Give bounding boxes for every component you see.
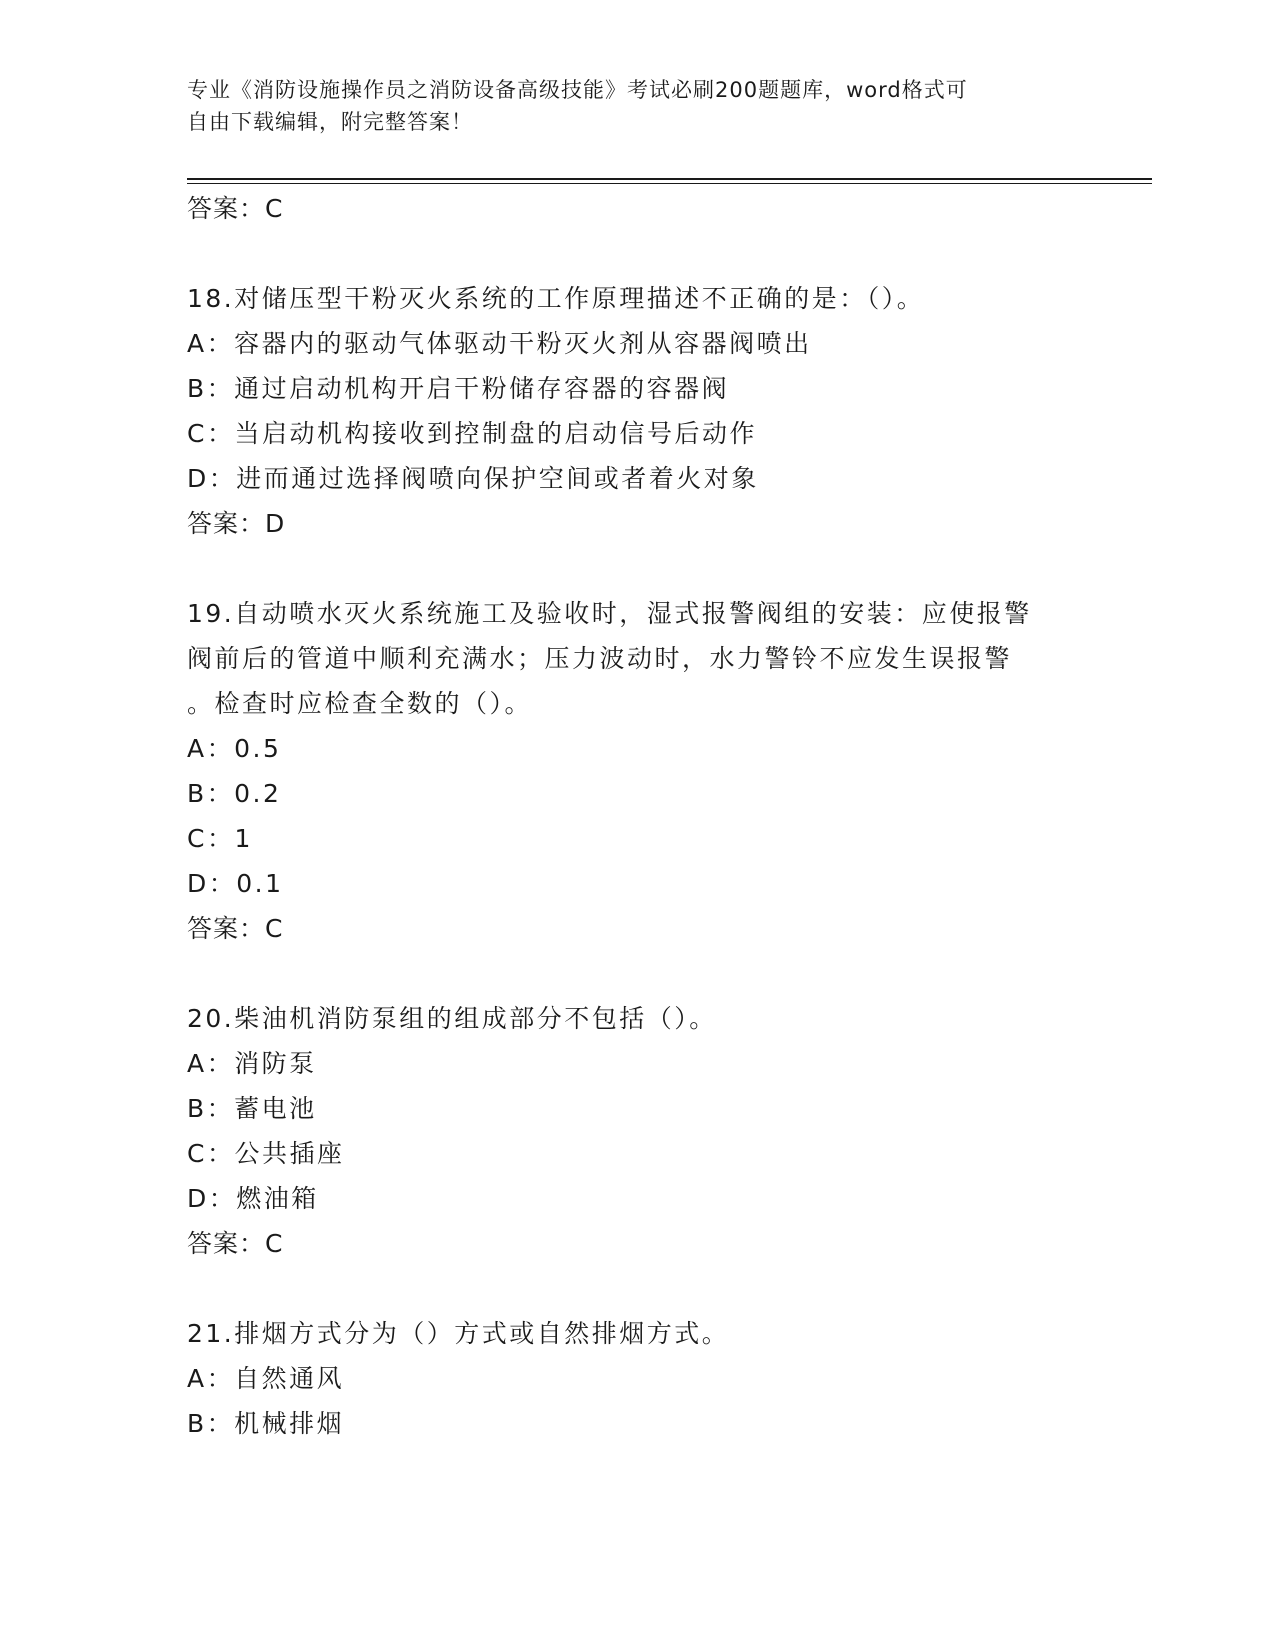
question-block: [187, 276, 1087, 546]
question-list: [187, 186, 1087, 1446]
question-text: [187, 591, 1087, 726]
option-d: D：进而通过选择阀喷向保护空间或者着火对象: [187, 464, 759, 493]
question-line: 19.自动喷水灭火系统施工及验收时，湿式报警阀组的安装：应使报警: [187, 599, 1032, 628]
spacer: [187, 1266, 1087, 1311]
question-text: [187, 1311, 1087, 1356]
answer-line: 答案：C: [187, 1229, 284, 1258]
option-c: C：1: [187, 824, 253, 853]
option-a: A：容器内的驱动气体驱动干粉灭火剂从容器阀喷出: [187, 329, 812, 358]
question-line: 21.排烟方式分为（）方式或自然排烟方式。: [187, 1319, 730, 1348]
option-c: C：当启动机构接收到控制盘的启动信号后动作: [187, 419, 757, 448]
question-text: [187, 996, 1087, 1041]
question-line: 。检查时应检查全数的（）。: [187, 689, 533, 718]
question-line: 20.柴油机消防泵组的组成部分不包括（）。: [187, 1004, 717, 1033]
option-b: B：0.2: [187, 779, 282, 808]
header-line-1: 专业《消防设施操作员之消防设备高级技能》考试必刷200题题库，word格式可: [187, 78, 968, 102]
option-a: A：消防泵: [187, 1049, 317, 1078]
question-line: 18.对储压型干粉灭火系统的工作原理描述不正确的是：（）。: [187, 284, 925, 313]
document-header: [187, 74, 1067, 138]
option-d: D：0.1: [187, 869, 284, 898]
header-divider-thin: [187, 183, 1152, 184]
header-divider-thick: [187, 178, 1152, 180]
option-b: B：蓄电池: [187, 1094, 317, 1123]
answer-line: 答案：C: [187, 914, 284, 943]
question-block: [187, 996, 1087, 1266]
question-text: [187, 276, 1087, 321]
spacer: [187, 231, 1087, 276]
question-block: [187, 591, 1087, 951]
option-b: B：通过启动机构开启干粉储存容器的容器阀: [187, 374, 730, 403]
spacer: [187, 951, 1087, 996]
answer-line: 答案：D: [187, 509, 286, 538]
option-a: A：0.5: [187, 734, 282, 763]
option-b: B：机械排烟: [187, 1409, 345, 1438]
header-line-2: 自由下载编辑，附完整答案！: [187, 110, 473, 134]
option-a: A：自然通风: [187, 1364, 345, 1393]
spacer: [187, 546, 1087, 591]
question-line: 阀前后的管道中顺利充满水；压力波动时，水力警铃不应发生误报警: [187, 644, 1013, 673]
option-c: C：公共插座: [187, 1139, 345, 1168]
option-d: D：燃油箱: [187, 1184, 319, 1213]
previous-answer: 答案：C: [187, 194, 284, 223]
question-block: [187, 1311, 1087, 1446]
